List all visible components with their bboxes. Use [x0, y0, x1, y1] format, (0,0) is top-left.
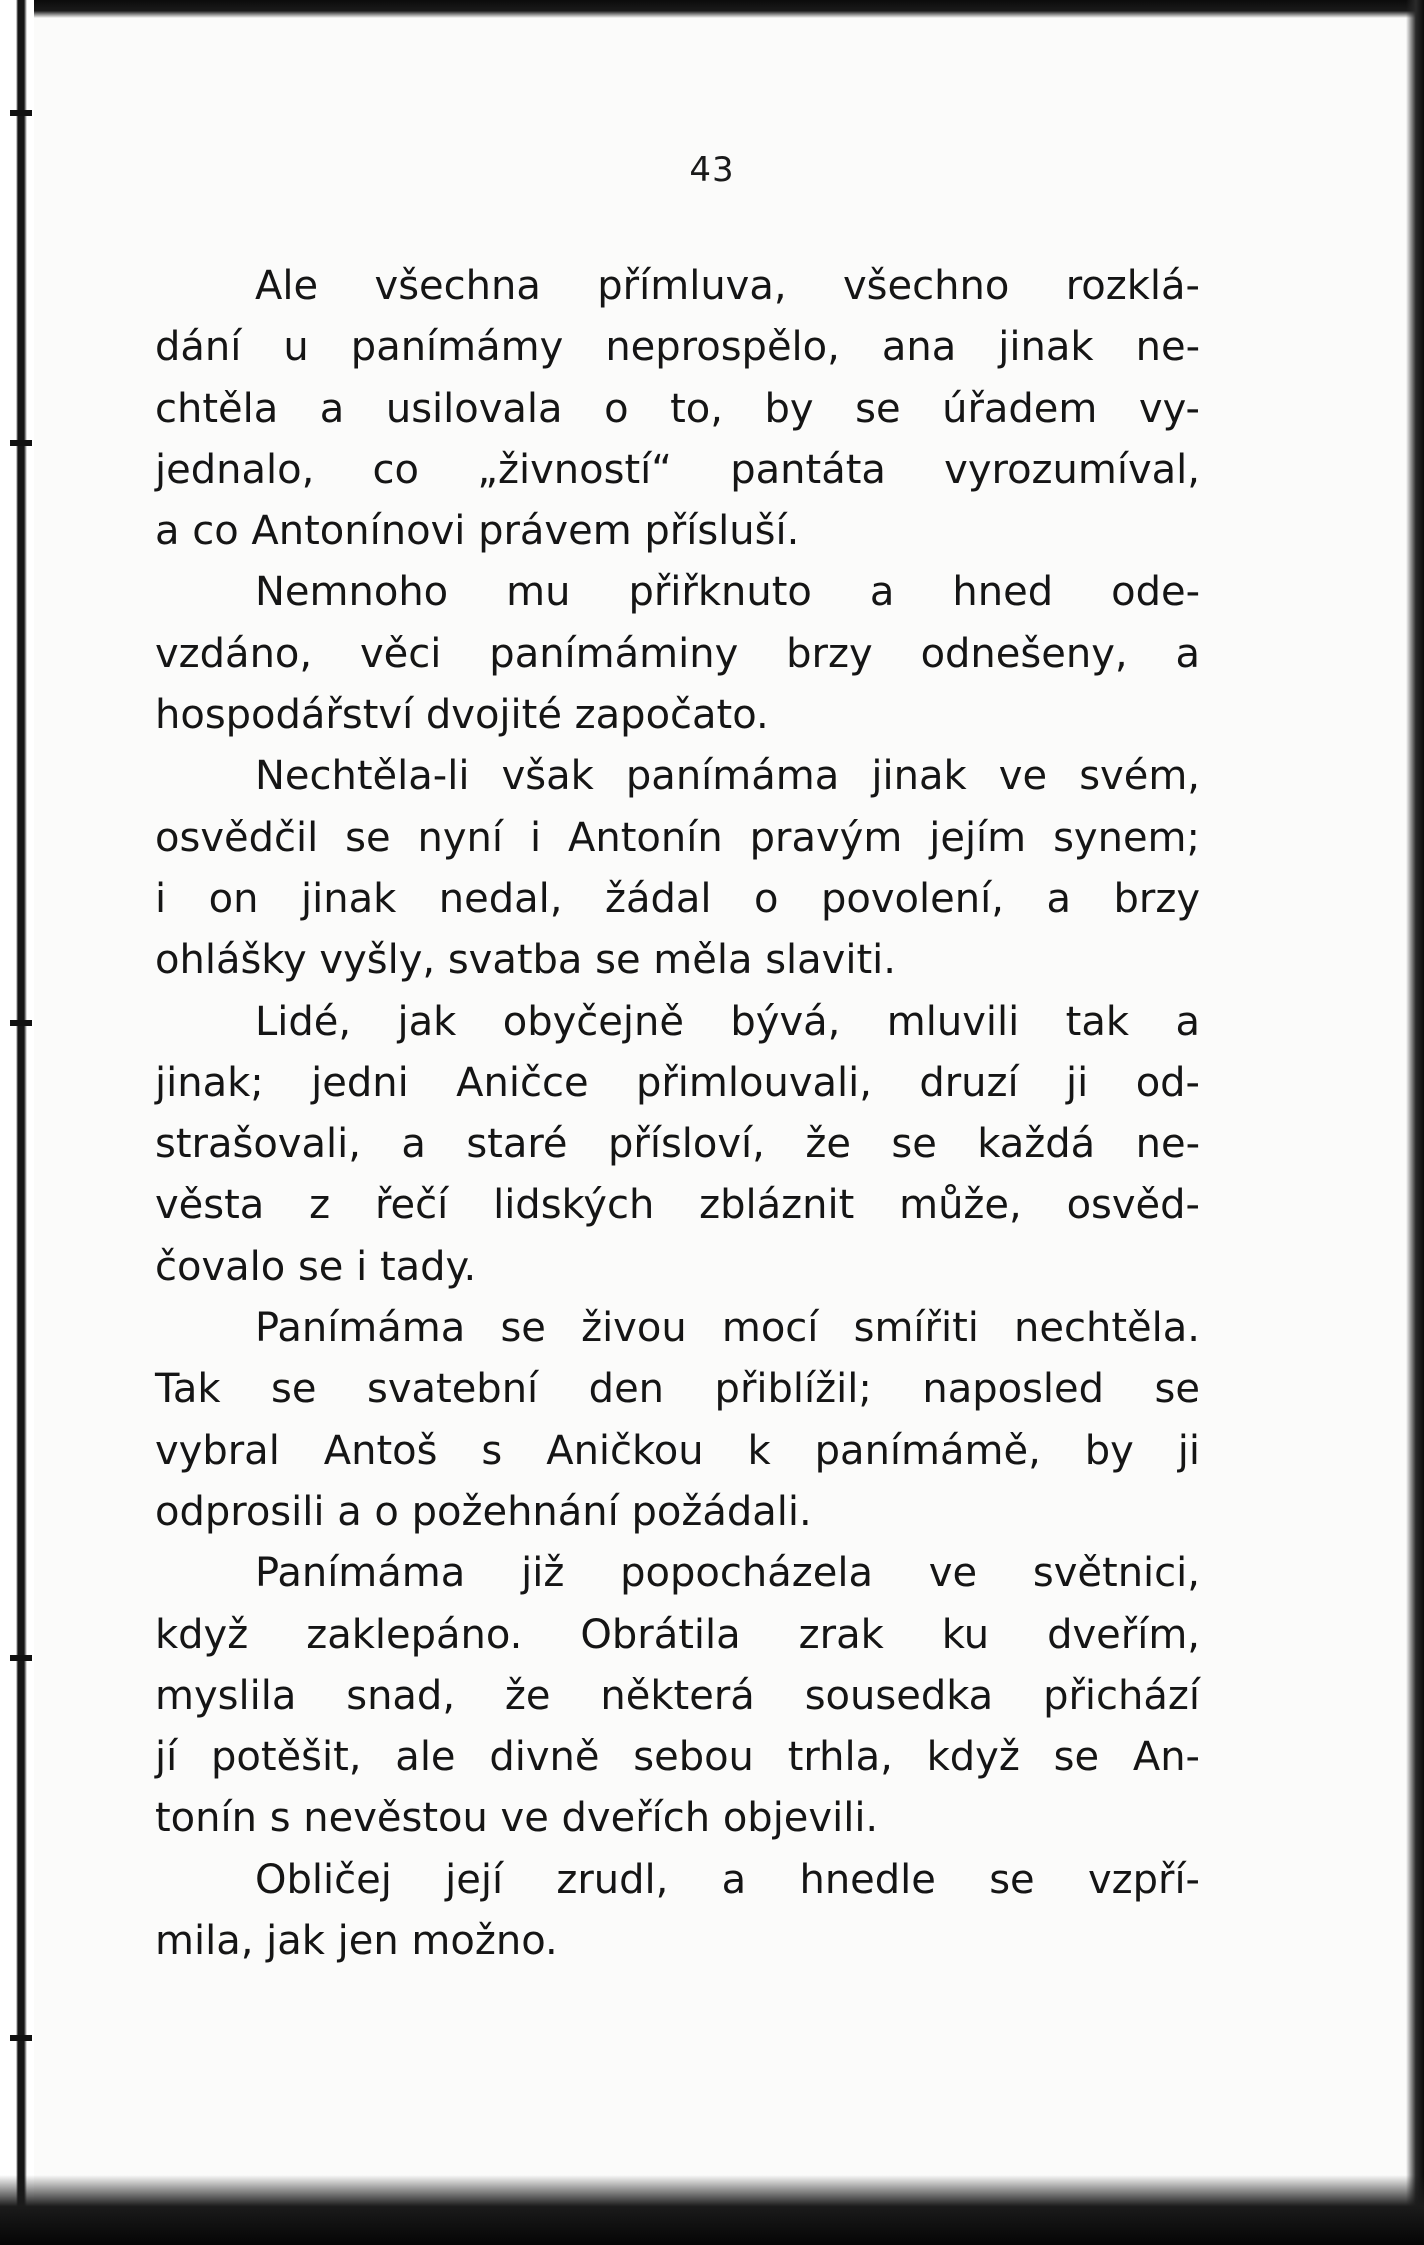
text-line: hospodářství dvojité započato. [155, 692, 769, 739]
text-line: a co Antonínovi právem přísluší. [155, 508, 800, 555]
text-line: jednalo, co „živností“ pantáta vyrozumíval, [155, 446, 1200, 493]
text-line: strašovali, a staré přísloví, že se každá ne- [155, 1121, 1200, 1168]
text-line: chtěla a usilovala o to, by se úřadem vy- [155, 385, 1200, 432]
text-line: dání u panímámy neprospělo, ana jinak ne- [155, 324, 1200, 371]
text-line: odprosili a o požehnání požádali. [155, 1488, 812, 1535]
text-line: ohlášky vyšly, svatba se měla slaviti. [155, 937, 896, 984]
text-line: myslila snad, že některá sousedka přichází [155, 1672, 1200, 1719]
text-line: Panímáma se živou mocí smířiti nechtěla. [255, 1305, 1200, 1352]
text-line: Nechtěla-li však panímáma jinak ve svém, [255, 753, 1200, 800]
scan-edge-left [0, 0, 34, 2245]
text-line: vybral Antoš s Aničkou k panímámě, by ji [155, 1427, 1200, 1474]
page-number: 43 [689, 150, 735, 190]
scan-mark [10, 110, 32, 116]
text-line: i on jinak nedal, žádal o povolení, a brzy [155, 875, 1200, 922]
text-line: tonín s nevěstou ve dveřích objevili. [155, 1795, 879, 1842]
text-line: jinak; jedni Aničce přimlouvali, druzí ji od- [155, 1059, 1200, 1106]
text-line: Lidé, jak obyčejně bývá, mluvili tak a [255, 998, 1200, 1045]
text-line: Ale všechna přímluva, všechno rozklá- [255, 263, 1200, 309]
scan-mark [10, 2035, 32, 2041]
text-line: osvědčil se nyní i Antonín pravým jejím synem; [155, 814, 1200, 861]
text-line: mila, jak jen možno. [155, 1918, 558, 1965]
scan-edge-bottom [0, 2175, 1424, 2245]
scan-mark [10, 1655, 32, 1661]
text-line: vzdáno, věci panímáminy brzy odnešeny, a [155, 630, 1200, 677]
text-line: věsta z řečí lidských zbláznit může, osvěd- [155, 1182, 1200, 1229]
text-line: Panímáma již popocházela ve světnici, [255, 1550, 1200, 1597]
text-line: čovalo se i tady. [155, 1243, 477, 1290]
scan-mark [10, 1020, 32, 1026]
text-line: když zaklepáno. Obrátila zrak ku dveřím, [155, 1611, 1200, 1658]
text-line: Tak se svatební den přiblížil; naposled se [155, 1366, 1200, 1413]
scan-mark [10, 440, 32, 446]
text-line: Obličej její zrudl, a hnedle se vzpří- [255, 1856, 1200, 1903]
scan-edge-right [1406, 0, 1424, 2245]
text-line: Nemnoho mu přiřknuto a hned ode- [255, 569, 1200, 616]
text-line: jí potěšit, ale divně sebou trhla, když se An- [155, 1734, 1200, 1781]
scan-edge-top [0, 0, 1424, 18]
body-text [155, 256, 1200, 1972]
